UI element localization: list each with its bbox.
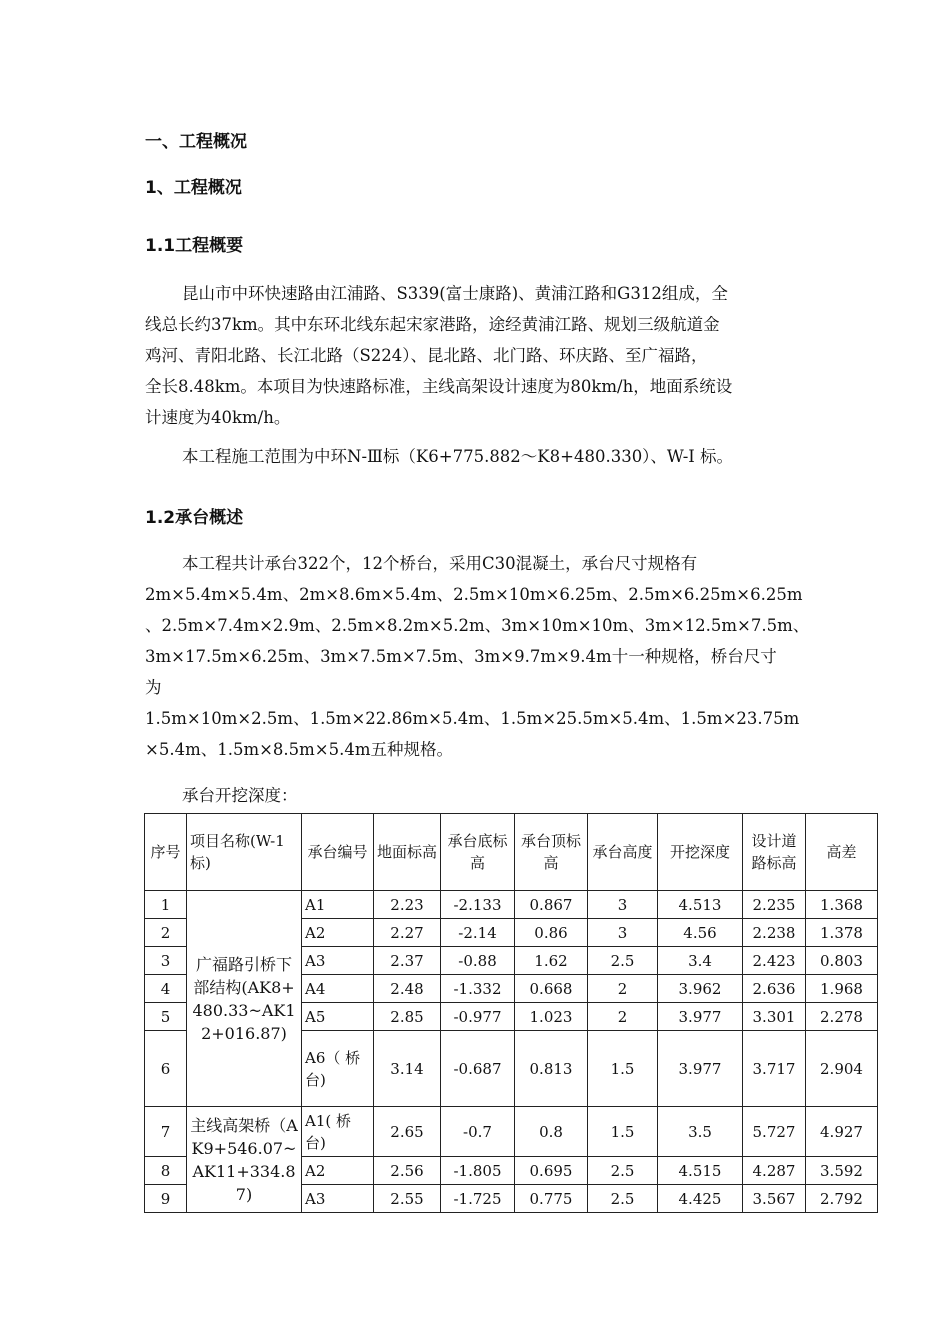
cell-cap-id: A1 — [302, 891, 374, 919]
cell-depth: 4.425 — [658, 1185, 743, 1213]
header-cell: 项目名称(W-1标) — [187, 814, 302, 891]
cell-cap-id: A2 — [302, 919, 374, 947]
paragraph-construction-scope — [145, 441, 810, 472]
cell-ground-elev: 2.37 — [374, 947, 441, 975]
paragraph-line: 全长8.48km。本项目为快速路标准，主线高架设计速度为80km/h，地面系统设 — [145, 377, 733, 396]
cell-diff: 2.904 — [806, 1031, 878, 1107]
cell-road-elev: 2.423 — [743, 947, 806, 975]
cell-bottom-elev: -0.687 — [441, 1031, 515, 1107]
cell-bottom-elev: -0.977 — [441, 1003, 515, 1031]
header-cell: 设计道路标高 — [743, 814, 806, 891]
cell-depth: 4.56 — [658, 919, 743, 947]
header-cell: 高差 — [806, 814, 878, 891]
cell-height: 1.5 — [588, 1031, 658, 1107]
paragraph-line: 3m×17.5m×6.25m、3m×7.5m×7.5m、3m×9.7m×9.4m十一种规格，桥台尺寸 — [145, 647, 777, 666]
header-cell: 承台编号 — [302, 814, 374, 891]
cell-no: 3 — [145, 947, 187, 975]
group-name-mainline: 主线高架桥（AK9+546.07~AK11+334.87) — [187, 1107, 302, 1213]
header-cell: 承台底标高 — [441, 814, 515, 891]
cell-top-elev: 1.62 — [515, 947, 588, 975]
cell-cap-id: A3 — [302, 947, 374, 975]
heading-subsection-1: 1、工程概况 — [145, 178, 242, 198]
table-row — [145, 1107, 878, 1157]
table-caption-text: 承台开挖深度： — [182, 786, 298, 805]
cell-road-elev: 3.301 — [743, 1003, 806, 1031]
cell-height: 3 — [588, 919, 658, 947]
cell-depth: 4.513 — [658, 891, 743, 919]
header-cell: 承台高度 — [588, 814, 658, 891]
cell-diff: 1.368 — [806, 891, 878, 919]
cell-road-elev: 4.287 — [743, 1157, 806, 1185]
cell-diff: 0.803 — [806, 947, 878, 975]
paragraph-line: 1.5m×10m×2.5m、1.5m×22.86m×5.4m、1.5m×25.5m×5.4m、1.5m×23.75m — [145, 709, 800, 728]
cell-no: 8 — [145, 1157, 187, 1185]
cell-cap-id: A2 — [302, 1157, 374, 1185]
cell-bottom-elev: -2.14 — [441, 919, 515, 947]
cell-ground-elev: 2.27 — [374, 919, 441, 947]
heading-1-2: 1.2承台概述 — [145, 508, 244, 528]
cell-cap-id: A5 — [302, 1003, 374, 1031]
header-cell: 序号 — [145, 814, 187, 891]
cell-bottom-elev: -0.88 — [441, 947, 515, 975]
cell-diff: 2.792 — [806, 1185, 878, 1213]
cell-height: 2.5 — [588, 1157, 658, 1185]
cell-depth: 4.515 — [658, 1157, 743, 1185]
cell-no: 4 — [145, 975, 187, 1003]
cell-depth: 3.4 — [658, 947, 743, 975]
table-header-row — [145, 814, 878, 891]
paragraph-line: 本工程共计承台322个，12个桥台，采用C30混凝土，承台尺寸规格有 — [182, 554, 698, 573]
cell-bottom-elev: -1.805 — [441, 1157, 515, 1185]
cell-bottom-elev: -0.7 — [441, 1107, 515, 1157]
cell-top-elev: 1.023 — [515, 1003, 588, 1031]
table-caption — [145, 780, 810, 811]
cell-top-elev: 0.86 — [515, 919, 588, 947]
cell-ground-elev: 2.65 — [374, 1107, 441, 1157]
cell-diff: 1.968 — [806, 975, 878, 1003]
cell-no: 7 — [145, 1107, 187, 1157]
cell-height: 2.5 — [588, 1185, 658, 1213]
paragraph-line: 为 — [145, 678, 162, 697]
cell-road-elev: 2.636 — [743, 975, 806, 1003]
cell-ground-elev: 2.23 — [374, 891, 441, 919]
excavation-depth-table — [144, 813, 878, 1213]
cell-road-elev: 3.717 — [743, 1031, 806, 1107]
paragraph-project-overview — [145, 278, 810, 433]
heading-1-1: 1.1工程概要 — [145, 236, 244, 256]
paragraph-line: 计速度为40km/h。 — [145, 408, 291, 427]
cell-road-elev: 2.235 — [743, 891, 806, 919]
paragraph-line: 本工程施工范围为中环N-Ⅲ标（K6+775.882～K8+480.330）、W-Ⅰ 标。 — [182, 447, 734, 466]
cell-no: 5 — [145, 1003, 187, 1031]
paragraph-line: 昆山市中环快速路由江浦路、S339(富士康路)、黄浦江路和G312组成，全 — [182, 284, 728, 303]
cell-diff: 2.278 — [806, 1003, 878, 1031]
cell-top-elev: 0.813 — [515, 1031, 588, 1107]
cell-no: 9 — [145, 1185, 187, 1213]
cell-bottom-elev: -1.725 — [441, 1185, 515, 1213]
cell-road-elev: 3.567 — [743, 1185, 806, 1213]
header-cell: 地面标高 — [374, 814, 441, 891]
group-name-guangfu: 广福路引桥下部结构(AK8+480.33~AK12+016.87) — [187, 891, 302, 1107]
cell-top-elev: 0.867 — [515, 891, 588, 919]
cell-cap-id: A3 — [302, 1185, 374, 1213]
cell-depth: 3.5 — [658, 1107, 743, 1157]
cell-depth: 3.977 — [658, 1003, 743, 1031]
cell-bottom-elev: -1.332 — [441, 975, 515, 1003]
cell-top-elev: 0.695 — [515, 1157, 588, 1185]
paragraph-cap-overview — [145, 548, 810, 765]
cell-depth: 3.977 — [658, 1031, 743, 1107]
cell-height: 1.5 — [588, 1107, 658, 1157]
header-cell: 承台顶标高 — [515, 814, 588, 891]
paragraph-line: ×5.4m、1.5m×8.5m×5.4m五种规格。 — [145, 740, 454, 759]
cell-cap-id: A4 — [302, 975, 374, 1003]
cell-no: 6 — [145, 1031, 187, 1107]
cell-ground-elev: 2.55 — [374, 1185, 441, 1213]
cell-top-elev: 0.8 — [515, 1107, 588, 1157]
header-cell: 开挖深度 — [658, 814, 743, 891]
cell-no: 1 — [145, 891, 187, 919]
cell-ground-elev: 2.85 — [374, 1003, 441, 1031]
cell-diff: 3.592 — [806, 1157, 878, 1185]
paragraph-line: 、2.5m×7.4m×2.9m、2.5m×8.2m×5.2m、3m×10m×10m、3m×12.5m×7.5m、 — [145, 616, 810, 635]
paragraph-line: 2m×5.4m×5.4m、2m×8.6m×5.4m、2.5m×10m×6.25m、2.5m×6.25m×6.25m — [145, 585, 803, 604]
cell-road-elev: 2.238 — [743, 919, 806, 947]
cell-no: 2 — [145, 919, 187, 947]
heading-section-1: 一、工程概况 — [145, 132, 247, 152]
cell-road-elev: 5.727 — [743, 1107, 806, 1157]
cell-ground-elev: 3.14 — [374, 1031, 441, 1107]
cell-diff: 4.927 — [806, 1107, 878, 1157]
cell-height: 3 — [588, 891, 658, 919]
paragraph-line: 线总长约37km。其中东环北线东起宋家港路，途经黄浦江路、规划三级航道金 — [145, 315, 720, 334]
cell-bottom-elev: -2.133 — [441, 891, 515, 919]
cell-ground-elev: 2.48 — [374, 975, 441, 1003]
cell-cap-id: A1( 桥台) — [302, 1107, 374, 1157]
cell-top-elev: 0.775 — [515, 1185, 588, 1213]
cell-height: 2 — [588, 975, 658, 1003]
cell-depth: 3.962 — [658, 975, 743, 1003]
cell-cap-id: A6（ 桥台) — [302, 1031, 374, 1107]
paragraph-line: 鸡河、青阳北路、长江北路（S224）、昆北路、北门路、环庆路、至广福路， — [145, 346, 708, 365]
cell-height: 2.5 — [588, 947, 658, 975]
cell-height: 2 — [588, 1003, 658, 1031]
cell-diff: 1.378 — [806, 919, 878, 947]
table-row — [145, 891, 878, 919]
cell-ground-elev: 2.56 — [374, 1157, 441, 1185]
cell-top-elev: 0.668 — [515, 975, 588, 1003]
